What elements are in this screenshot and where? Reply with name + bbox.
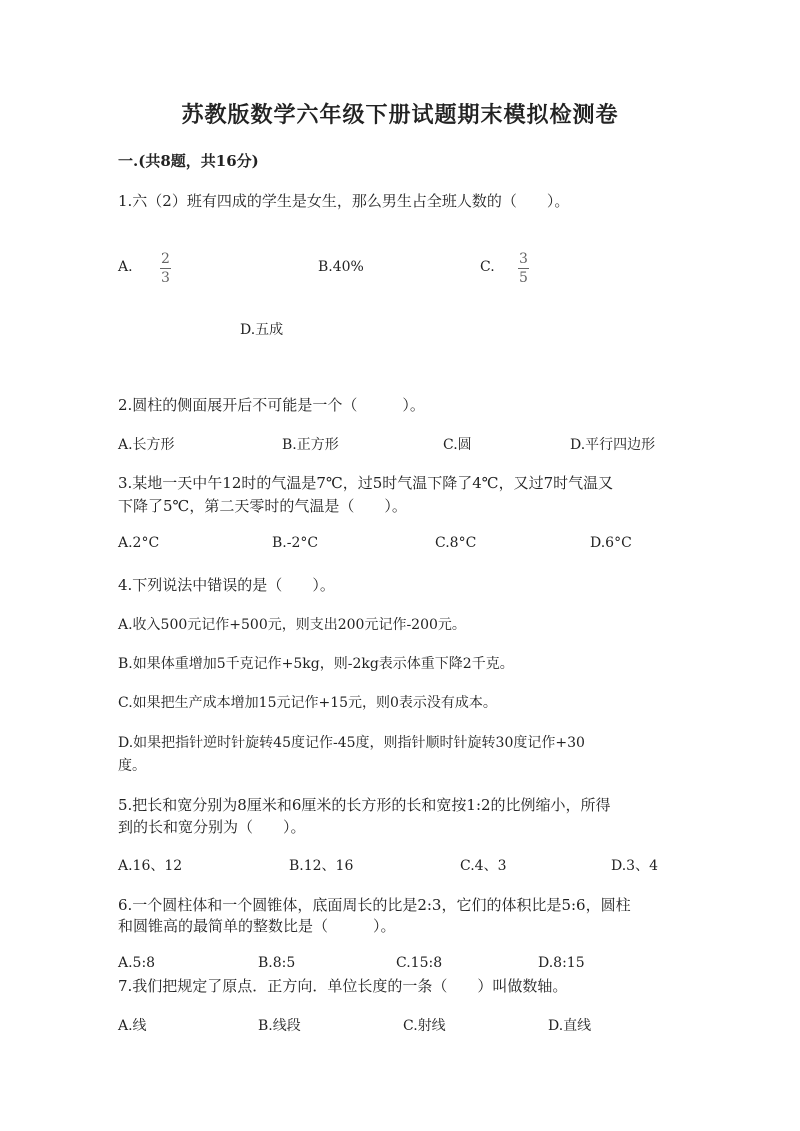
question-3-option-b: B.-2°C (272, 535, 319, 551)
fraction-numerator: 3 (519, 251, 528, 267)
fraction-denominator: 3 (161, 270, 170, 286)
question-3-stem-line-1: 3.某地一天中午12时的气温是7℃，过5时气温下降了4℃，又过7时气温又 (118, 474, 614, 492)
question-4-option-a: A.收入500元记作+500元，则支出200元记作-200元。 (118, 617, 466, 633)
question-1-stem: 1.六（2）班有四成的学生是女生，那么男生占全班人数的（ ）。 (118, 192, 570, 210)
section-heading: 一.(共8题，共16分) (118, 152, 259, 170)
page-title: 苏教版数学六年级下册试题期末模拟检测卷 (181, 102, 619, 128)
fraction-numerator: 2 (161, 251, 170, 267)
question-5-option-a: A.16、12 (118, 858, 183, 874)
question-4-stem: 4.下列说法中错误的是（ ）。 (118, 576, 335, 594)
question-5-stem-line-1: 5.把长和宽分别为8厘米和6厘米的长方形的长和宽按1:2的比例缩小，所得 (118, 796, 611, 814)
question-7-option-d: D.直线 (548, 1018, 592, 1034)
question-2-option-b: B.正方形 (282, 437, 339, 453)
question-3-option-d: D.6°C (590, 535, 632, 551)
question-5-option-b: B.12、16 (289, 858, 354, 874)
question-1-option-c-label: C. (480, 259, 495, 275)
question-5-option-d: D.3、4 (611, 858, 658, 874)
question-4-option-c: C.如果把生产成本增加15元记作+15元，则0表示没有成本。 (118, 695, 497, 711)
question-7-option-c: C.射线 (403, 1018, 446, 1034)
question-6-option-b: B.8:5 (258, 955, 296, 971)
question-6-stem-line-1: 6.一个圆柱体和一个圆锥体，底面周长的比是2:3，它们的体积比是5:6，圆柱 (118, 896, 631, 914)
question-2-stem: 2.圆柱的侧面展开后不可能是一个（ ）。 (118, 396, 425, 414)
question-7-option-b: B.线段 (258, 1018, 301, 1034)
question-4-option-b: B.如果体重增加5千克记作+5kg，则-2kg表示体重下降2千克。 (118, 656, 514, 672)
fraction-denominator: 5 (519, 270, 528, 286)
question-3-option-c: C.8°C (435, 535, 477, 551)
question-7-stem: 7.我们把规定了原点．正方向．单位长度的一条（ ）叫做数轴。 (118, 977, 568, 995)
question-5-option-c: C.4、3 (460, 858, 507, 874)
question-6-option-a: A.5:8 (118, 955, 156, 971)
question-1-option-c-fraction (518, 252, 529, 285)
question-6-option-d: D.8:15 (538, 955, 585, 971)
question-3-stem-line-2: 下降了5℃，第二天零时的气温是（ ）。 (118, 497, 407, 515)
question-4-option-d-line-1: D.如果把指针逆时针旋转45度记作-45度，则指针顺时针旋转30度记作+30 (118, 735, 585, 751)
question-4-option-d-line-2: 度。 (118, 758, 146, 774)
question-1-option-a-label: A. (118, 259, 133, 275)
question-2-option-c: C.圆 (443, 437, 472, 453)
question-6-stem-line-2: 和圆锥高的最简单的整数比是（ ）。 (118, 917, 396, 935)
question-1-option-b: B.40% (318, 259, 364, 275)
question-2-option-d: D.平行四边形 (570, 437, 656, 453)
question-7-option-a: A.线 (118, 1018, 147, 1034)
question-2-option-a: A.长方形 (118, 437, 175, 453)
question-3-option-a: A.2°C (118, 535, 160, 551)
question-1-option-d: D.五成 (240, 322, 284, 338)
question-1-option-a-fraction (160, 252, 171, 285)
question-5-stem-line-2: 到的长和宽分别为（ ）。 (118, 818, 306, 836)
question-6-option-c: C.15:8 (396, 955, 443, 971)
